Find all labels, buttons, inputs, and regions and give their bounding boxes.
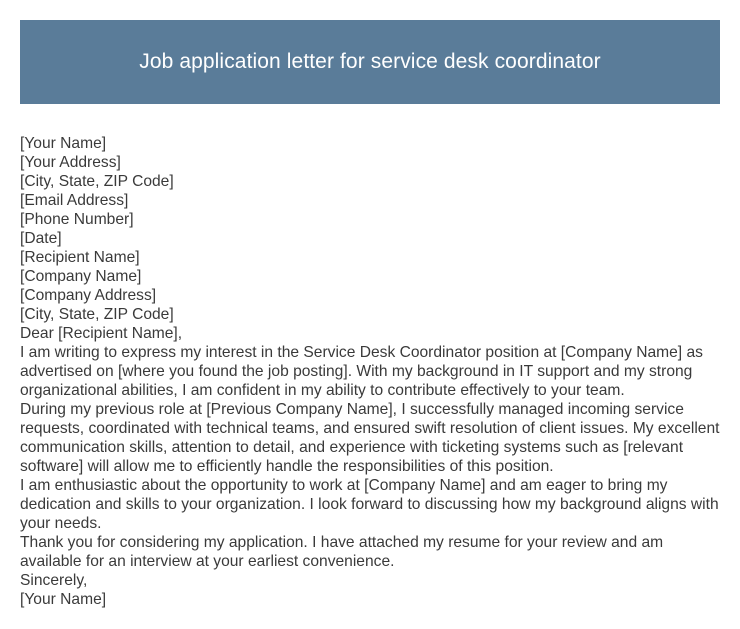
- recipient-company-address: [Company Address]: [20, 287, 157, 304]
- paragraph-experience: During my previous role at [Previous Company Name], I successfully managed incoming service requests, coordinated with technical teams, and ensured swift resolution of client issues. My excellent communication skills, attention to detail, and experience with ticketing systems such as [relevant software] will allow me to efficiently handle the responsibilities of this position.: [20, 401, 720, 475]
- sender-city-state-zip: [City, State, ZIP Code]: [20, 173, 174, 190]
- paragraph-enthusiasm: I am enthusiastic about the opportunity to work at [Company Name] and am eager to bring my dedication and skills to your organization. I look forward to discussing how my background aligns with your needs.: [20, 477, 719, 532]
- sender-name: [Your Name]: [20, 135, 107, 152]
- paragraph-thanks: Thank you for considering my application. I have attached my resume for your review and am available for an interview at your earliest convenience.: [20, 534, 664, 570]
- sender-address: [Your Address]: [20, 154, 121, 171]
- sender-email: [Email Address]: [20, 192, 129, 209]
- sender-phone: [Phone Number]: [20, 211, 134, 228]
- letter-body: [20, 134, 722, 609]
- closing: Sincerely,: [20, 572, 88, 589]
- letter-header-banner: [20, 20, 720, 104]
- page-title: Job application letter for service desk coordinator: [139, 50, 601, 73]
- recipient-company: [Company Name]: [20, 268, 142, 285]
- recipient-city-state-zip: [City, State, ZIP Code]: [20, 306, 174, 323]
- salutation: Dear [Recipient Name],: [20, 325, 183, 342]
- paragraph-intro: I am writing to express my interest in the Service Desk Coordinator position at [Company Name] as advertised on [where you found the job posting]. With my background in IT support and my strong organizational abilities, I am confident in my ability to contribute effectively to your team.: [20, 344, 703, 399]
- letter-date: [Date]: [20, 230, 62, 247]
- signature: [Your Name]: [20, 591, 107, 608]
- recipient-name: [Recipient Name]: [20, 249, 140, 266]
